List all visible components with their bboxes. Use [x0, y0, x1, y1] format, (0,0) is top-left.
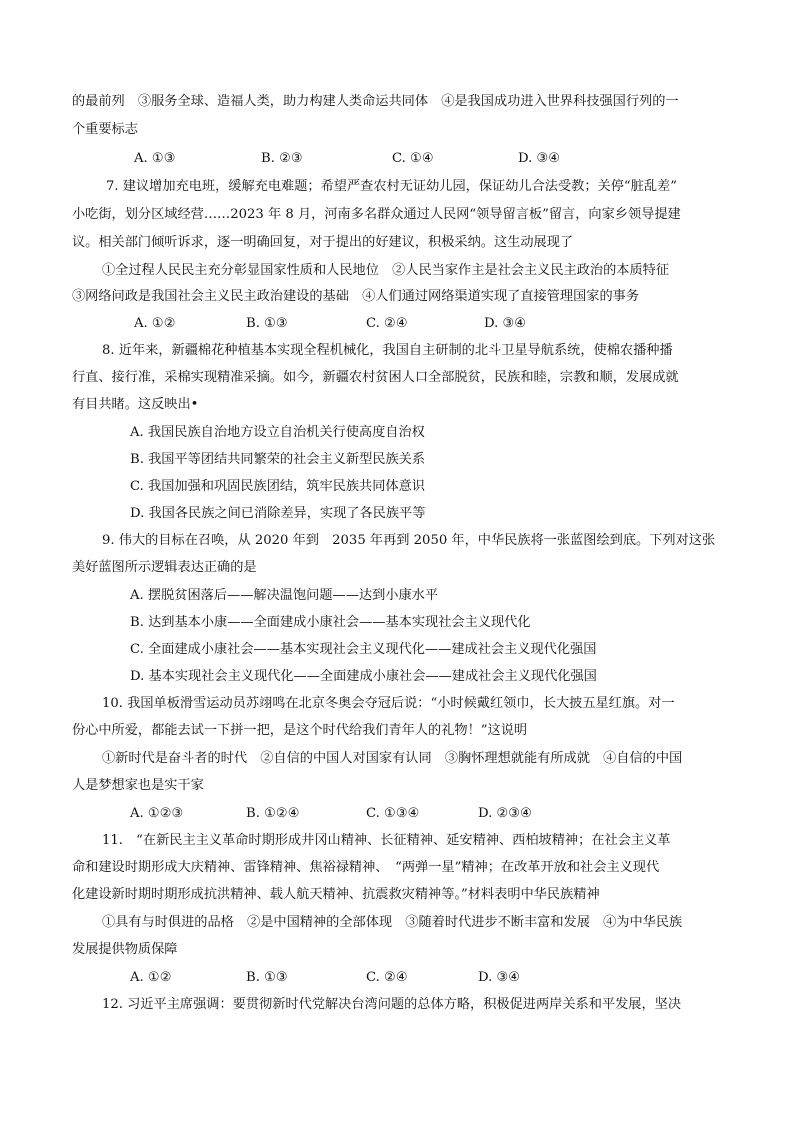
- prev-question-line-1: 的最前列 ③服务全球、造福人类，助力构建人类命运共同体 ④是我国成功进入世界科技强国行列的一: [72, 94, 679, 109]
- q8-option-c: C. 我国加强和巩固民族团结，筑牢民族共同体意识: [130, 479, 425, 494]
- option-d: D. ②③④: [478, 806, 532, 821]
- option-d: D. ③④: [484, 316, 527, 331]
- q9-option-d: D. 基本实现社会主义现代化——全面建成小康社会——建成社会主义现代化强国: [130, 669, 597, 684]
- option-c: C. ②④: [366, 970, 408, 985]
- q8-option-a: A. 我国民族自治地方设立自治机关行使高度自治权: [130, 425, 425, 440]
- q8-option-b: B. 我国平等团结共同繁荣的社会主义新型民族关系: [130, 452, 426, 467]
- q7-stem-line-1: 7. 建议增加充电班，缓解充电难题；希望严查农村无证幼儿园，保证幼儿合法受教；关停“脏乱差”: [106, 179, 677, 194]
- option-b: B. ①③: [246, 316, 288, 331]
- q11-statements-line-2: 发展提供物质保障: [72, 942, 178, 957]
- option-b: B. ②③: [261, 151, 303, 166]
- option-c: C. ①④: [392, 151, 434, 166]
- q9-option-c: C. 全面建成小康社会——基本实现社会主义现代化——建成社会主义现代化强国: [130, 642, 597, 657]
- q11-stem-line-2: 命和建设时期形成大庆精神、雷锋精神、焦裕禄精神、 “两弹一星”精神；在改革开放和社会主义现代: [72, 860, 660, 875]
- q8-option-d: D. 我国各民族之间已消除差异，实现了各民族平等: [130, 506, 426, 521]
- q11-stem-line-3: 化建设新时期时期形成抗洪精神、载人航天精神、抗震救灾精神等。”材料表明中华民族精神: [72, 887, 600, 902]
- q10-statements-line-2: 人是梦想家也是实干家: [72, 778, 204, 793]
- option-d: D. ③④: [518, 151, 561, 166]
- option-a: A. ①②③: [130, 806, 184, 821]
- q11-stem-line-1: 11. “在新民主主义革命时期形成井冈山精神、长征精神、延安精神、西柏坡精神；在社会主义革: [102, 833, 671, 848]
- q7-stem-line-2: 小吃街，划分区域经营……2023 年 8 月，河南多名群众通过人民网“领导留言板”留言，向家乡领导提建: [72, 207, 681, 222]
- prev-question-line-2: 个重要标志: [72, 122, 138, 137]
- q9-stem-line-1: 9. 伟大的目标在召唤，从 2020 年到 2035 年再到 2050 年，中华民族将一张蓝图绘到底。下列对这张: [102, 533, 716, 548]
- q12-stem-line-1: 12. 习近平主席强调：要贯彻新时代党解决台湾问题的总体方略，积极促进两岸关系和平发展，坚决: [102, 997, 682, 1012]
- q8-stem-line-2: 行直、接行准，采棉实现精准采摘。如今，新疆农村贫困人口全部脱贫，民族和睦，宗教和顺，发展成就: [72, 370, 679, 385]
- q7-stem-line-3: 议。相关部门倾听诉求，逐一明确回复，对于提出的好建议，积极采纳。这生动展现了: [72, 235, 574, 250]
- option-a: A. ①②: [134, 316, 176, 331]
- option-a: A. ①③: [134, 151, 176, 166]
- q7-statements-line-1: ①全过程人民民主充分彰显国家性质和人民地位 ②人民当家作主是社会主义民主政治的本质特征: [102, 263, 670, 278]
- q9-option-b: B. 达到基本小康——全面建成小康社会——基本实现社会主义现代化: [130, 615, 531, 630]
- option-c: C. ①③④: [366, 806, 420, 821]
- q8-stem-line-1: 8. 近年来，新疆棉花种植基本实现全程机械化，我国自主研制的北斗卫星导航系统，使棉农播种播: [102, 343, 673, 358]
- q8-stem-line-3: 有目共睹。这反映出•: [72, 397, 199, 412]
- option-b: B. ①③: [246, 970, 288, 985]
- q10-stem-line-1: 10. 我国单板滑雪运动员苏翊鸣在北京冬奥会夺冠后说：“小时候戴红领巾，长大披五星红旗。对一: [102, 696, 675, 711]
- q10-statements-line-1: ①新时代是奋斗者的时代 ②自信的中国人对国家有认同 ③胸怀理想就能有所成就 ④自信的中国: [102, 751, 683, 766]
- q11-statements-line-1: ①具有与时俱进的品格 ②是中国精神的全部体现 ③随着时代进步不断丰富和发展 ④为中华民族: [102, 915, 683, 930]
- option-b: B. ①②④: [246, 806, 300, 821]
- q9-stem-line-2: 美好蓝图所示逻辑表达正确的是: [72, 560, 257, 575]
- option-d: D. ③④: [478, 970, 521, 985]
- option-c: C. ②④: [366, 316, 408, 331]
- option-a: A. ①②: [130, 970, 172, 985]
- q9-option-a: A. 摆脱贫困落后——解决温饱问题——达到小康水平: [130, 588, 439, 603]
- q7-statements-line-2: ③网络问政是我国社会主义民主政治建设的基础 ④人们通过网络渠道实现了直接管理国家的事务: [72, 289, 640, 304]
- q10-stem-line-2: 份心中所爱，都能去试一下拼一把，是这个时代给我们青年人的礼物！”这说明: [72, 723, 528, 738]
